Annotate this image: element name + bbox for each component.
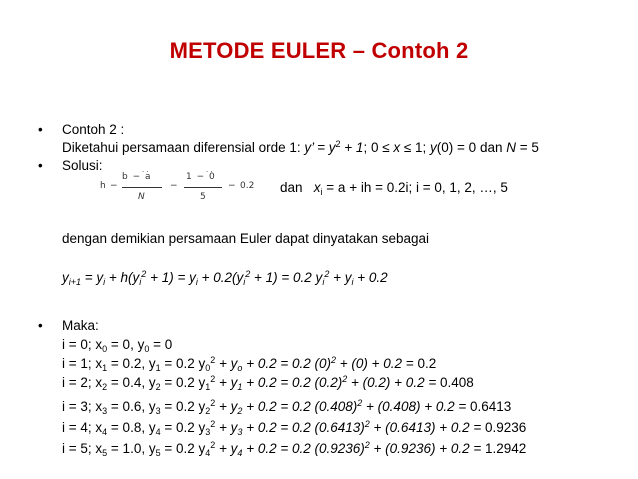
xi-formula: dan $x_i = a$ + ih = 0.2i; i = 0, 1, 2, …, 5	[280, 180, 508, 197]
bullet-marker: •	[38, 158, 43, 173]
iteration-row-4: i = 4; $x_4 = 0.8$, $y_4 = 0.2$ $y_3^2 + y_3 + 0.2 = 0.2$ $(0.6413)^2 + (0.6413) + 0.2 = 0.9236$	[62, 419, 527, 437]
bullet-marker: •	[38, 318, 43, 333]
fraction-bar	[122, 187, 162, 188]
problem-statement: Diketahui persamaan diferensial orde 1: y’ = $y^2 + 1$; 0 ≤ x ≤ 1; y(0) = 0 dan N = 5	[62, 139, 539, 155]
maka-label: Maka:	[62, 318, 99, 333]
iteration-row-5: i = 5; $x_5 = 1.0$, $y_5 = 0.2$ $y_4^2 + y_4 + 0.2 = 0.2$ $(0.9236)^2 + (0.9236) + 0.2 = 1.2942$	[62, 440, 527, 458]
contoh-label: Contoh 2 :	[62, 122, 125, 137]
euler-intro: dengan demikian persamaan Euler dapat dinyatakan sebagai	[62, 231, 430, 246]
bullet-marker: •	[38, 122, 43, 137]
fraction-bar	[184, 187, 222, 188]
euler-formula: $y_{i+1} = y_i + h(y_i^2 + 1) = y_i + 0.2(y_i^2 + 1) = 0.2$ $y_i^2 + y_i + 0.2$	[62, 269, 388, 287]
step-size-formula: h − b − a . . N − 1 − 0 . . 5 − 0.2	[100, 166, 255, 202]
iteration-row-0: i = 0; $x_0 = 0$, $y_0 = 0$	[62, 337, 173, 354]
iteration-row-2: i = 2; $x_2 = 0.4$, $y_2 = 0.2$ $y_1^2 + y_1 + 0.2 = 0.2$ $(0.2)^2 + (0.2) + 0.2 = 0.408$	[62, 374, 474, 392]
page-title: METODE EULER – Contoh 2	[169, 38, 469, 63]
solusi-label: Solusi:	[62, 158, 103, 173]
iteration-row-1: i = 1; $x_1 = 0.2$, $y_1 = 0.2$ $y_0^2 + y_o + 0.2 = 0.2$ $(0)^2 + (0) + 0.2 = 0.2$	[62, 355, 437, 373]
iteration-row-3: i = 3; $x_3 = 0.6$, $y_3 = 0.2$ $y_2^2 + y_2 + 0.2 = 0.2$ $(0.408)^2 + (0.408) + 0.2 = 0.6413$	[62, 398, 512, 416]
